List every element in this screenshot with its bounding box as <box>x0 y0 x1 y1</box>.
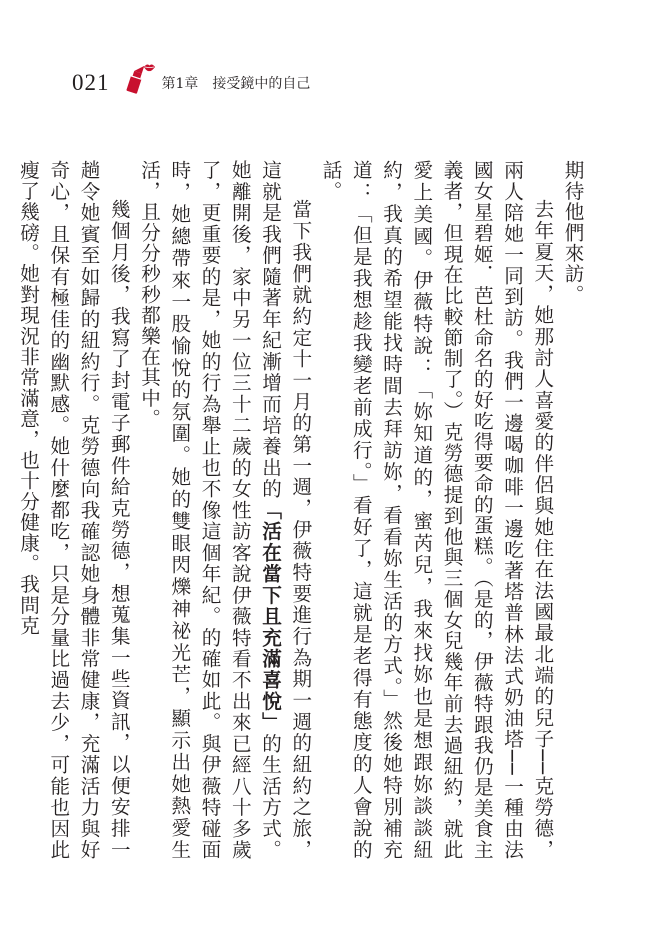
paragraph: 期待他們來訪。 <box>561 160 584 305</box>
chapter-title: 第1章 接受鏡中的自己 <box>161 76 311 92</box>
body-text <box>12 160 587 860</box>
paragraph: 幾個月後，我寫了封電子郵件給克勞德，想蒐集一些資訊，以便安排一趟令她賓至如歸的紐約行。克勞德向我確認她身體非常健康，充滿活力與好奇心，且保有極佳的幽默感。她什麼都吃，只是分量比過去少，可能也因此瘦了幾磅。她對現況非常滿意，也十分健康。我問克 <box>16 160 131 860</box>
paragraph-text: 的生活方式。她離開後，家中另一位三十二歲的女性訪客說伊薇特看不出來已經八十多歲了，更重要的是，她的行為舉止也不像這個年紀。的確如此。與伊薇特碰面時，她總帶來一股愉悅的氛圍。她的雙眼閃爍神祕光芒，顯示出她熱愛生活，且分分秒秒都樂在其中。 <box>137 160 282 861</box>
lipstick-icon <box>122 60 158 94</box>
emphasis-text: 「活在當下且充滿喜悅」 <box>258 499 282 734</box>
running-header <box>72 66 310 100</box>
page-number: 021 <box>72 70 110 95</box>
paragraph: 去年夏天，她那討人喜愛的伴侶與她住在法國最北端的兒子──克勞德，兩人陪她一同到訪。我們一邊喝咖啡一邊吃著塔普林法式奶油塔──一種由法國女星碧姬．芭杜命名的好吃得要命的蛋糕。（是的，伊薇特跟我仍是美食主義者，但現在比較節制了。）克勞德提到他與三個女兒幾年前去過紐約，就此愛上美國。伊薇特說：「妳知道的，蜜芮兒，我來找妳也是想跟妳談談紐約，我真的希望能找時間去拜訪妳，看看妳生活的方式。」然後她特別補充道：「但是我想趁我變老前成行。」看好了，這就是老得有態度的人會說的話。 <box>319 160 554 860</box>
paragraph-text: 當下我們就約定十一月的第一週，伊薇特要進行為期一週的紐約之旅，這就是我們隨著年紀漸增而培養出的 <box>258 160 312 860</box>
paragraph <box>133 160 315 860</box>
